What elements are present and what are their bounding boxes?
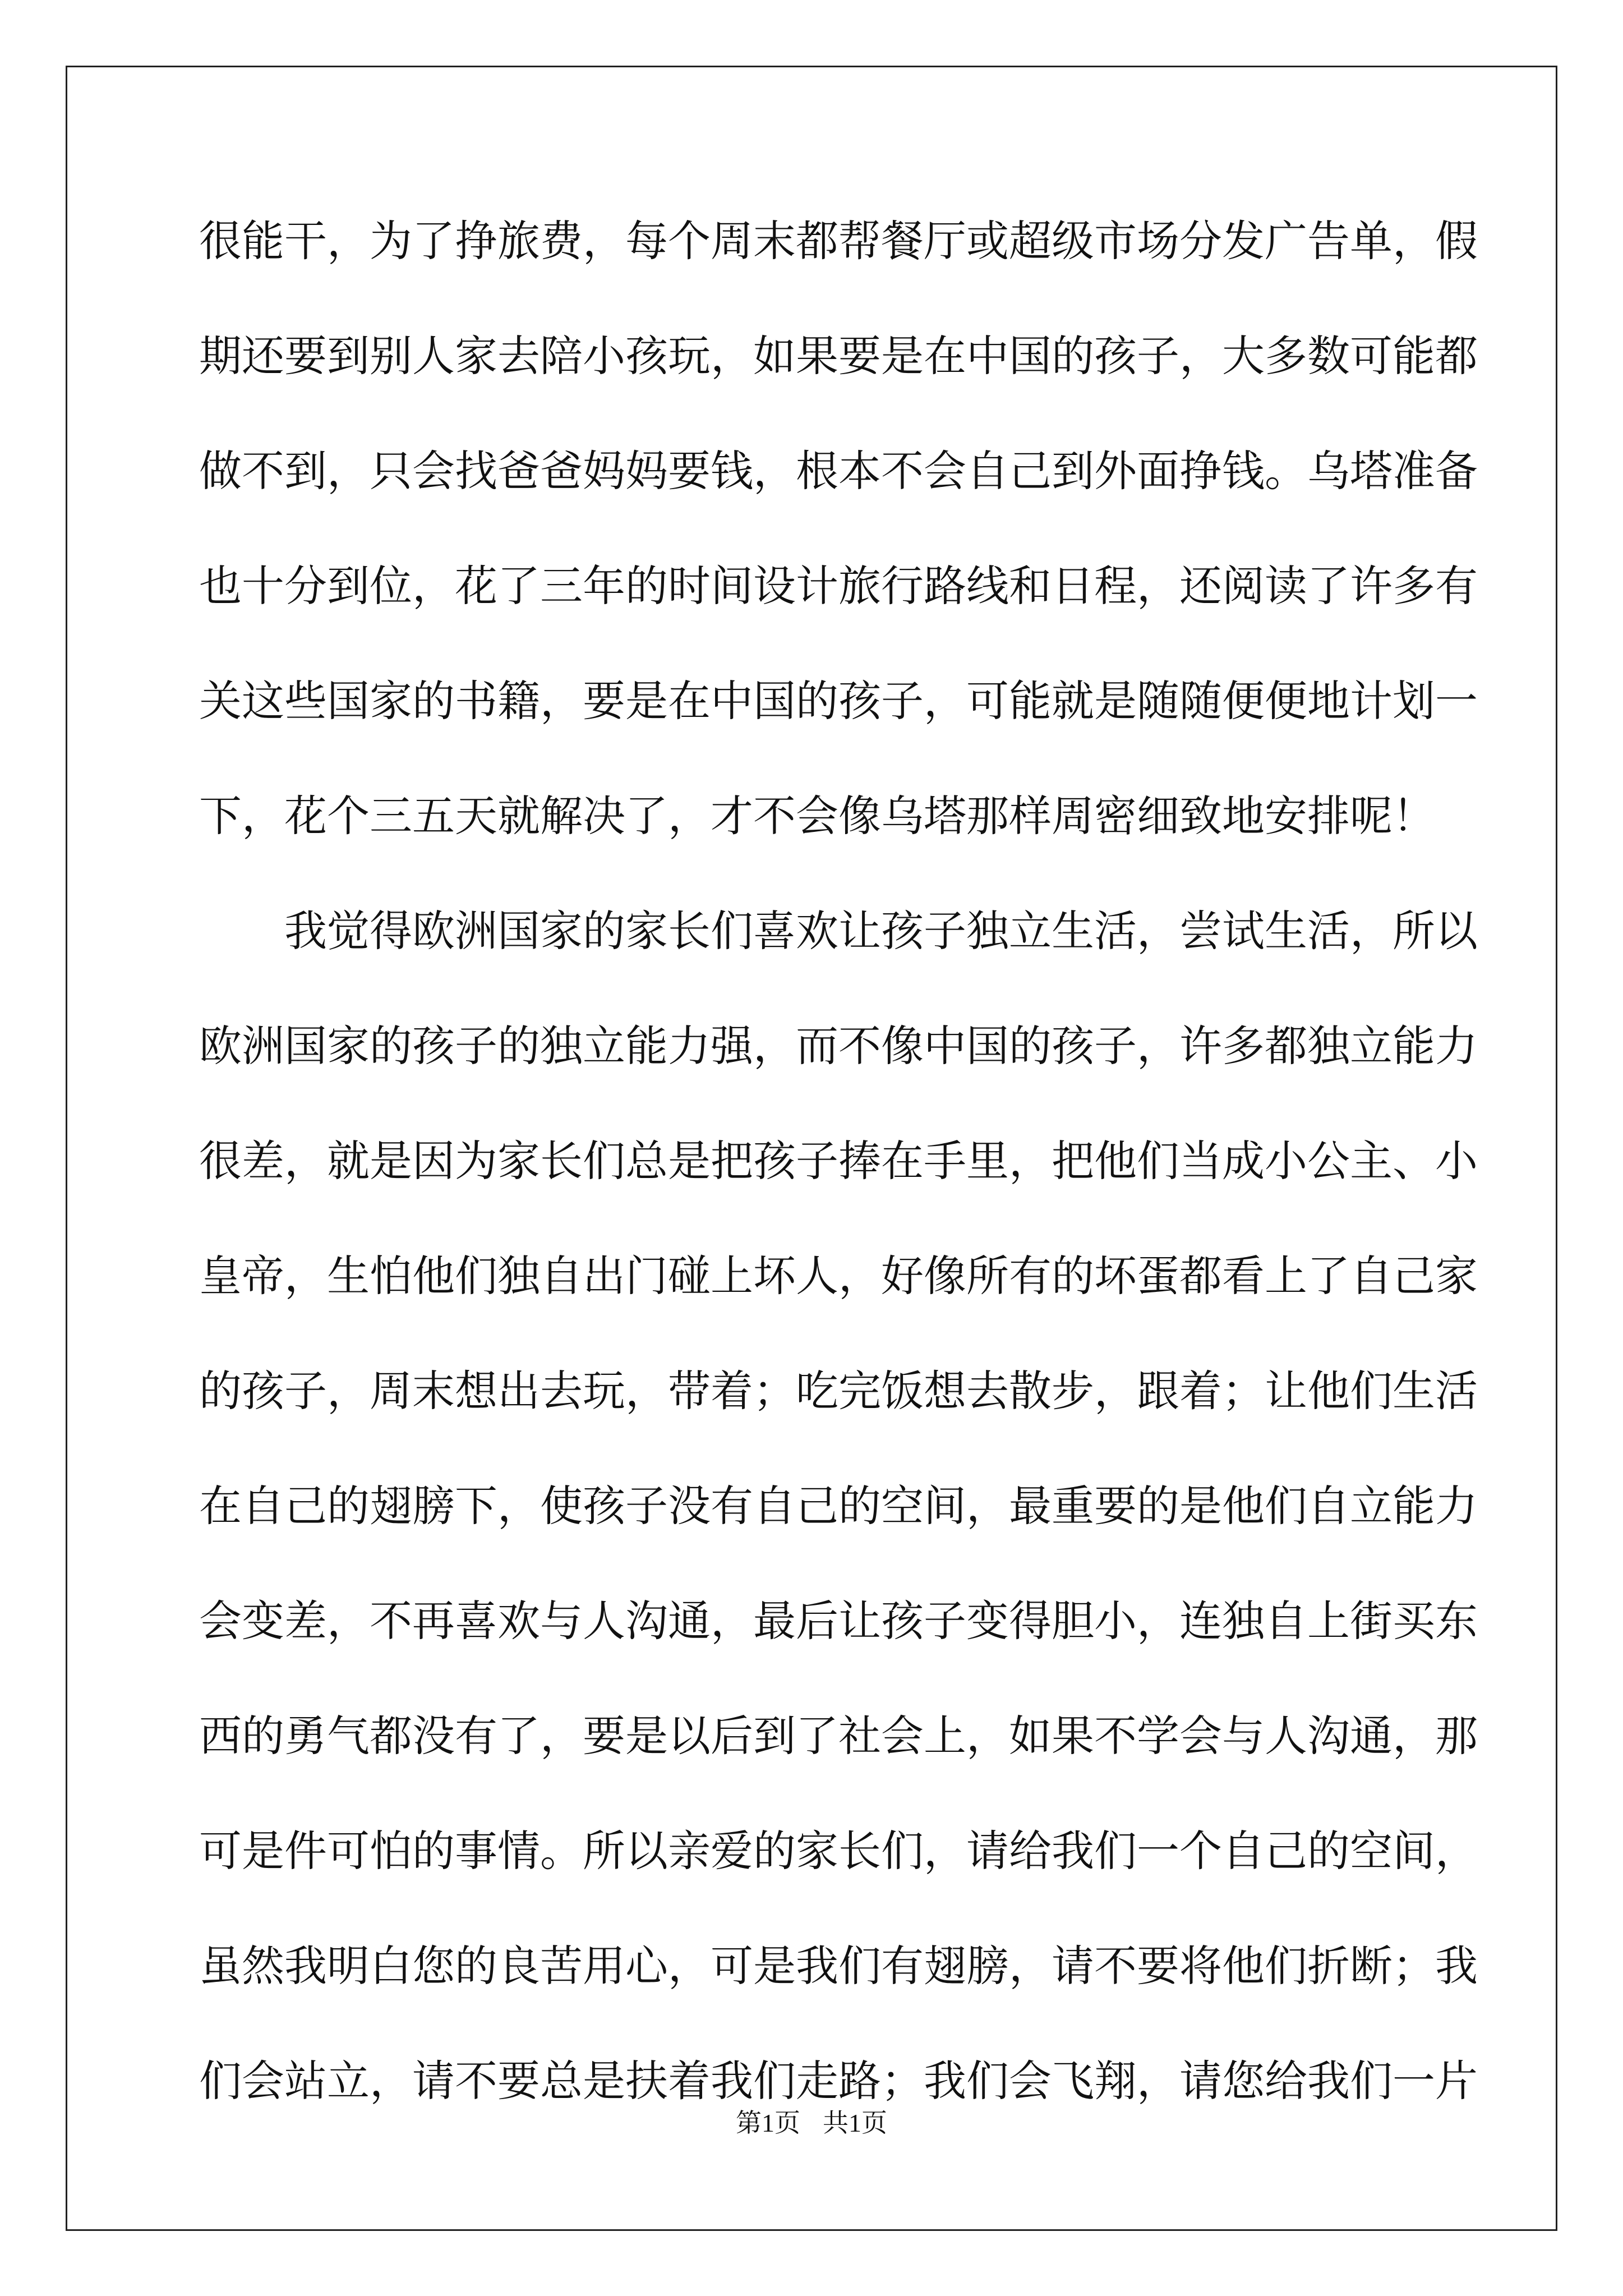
text-line: 很差，就是因为家长们总是把孩子捧在手里，把他们当成小公主、小 bbox=[199, 1136, 1478, 1186]
text-line: 很能干，为了挣旅费，每个周末都帮餐厅或超级市场分发广告单，假 bbox=[199, 216, 1478, 266]
text-line: 会变差，不再喜欢与人沟通，最后让孩子变得胆小，连独自上街买东 bbox=[199, 1596, 1478, 1646]
text-line: 西的勇气都没有了，要是以后到了社会上，如果不学会与人沟通，那 bbox=[199, 1711, 1478, 1761]
page-total: 共1页 bbox=[823, 2109, 887, 2137]
text-line: 下，花个三五天就解决了，才不会像乌塔那样周密细致地安排呢！ bbox=[199, 791, 1435, 841]
page-footer bbox=[0, 2106, 1623, 2140]
text-line: 皇帝，生怕他们独自出门碰上坏人，好像所有的坏蛋都看上了自己家 bbox=[199, 1251, 1478, 1301]
text-line: 虽然我明白您的良苦用心，可是我们有翅膀，请不要将他们折断；我 bbox=[199, 1941, 1478, 1991]
text-line: 的孩子，周末想出去玩，带着；吃完饭想去散步，跟着；让他们生活 bbox=[199, 1366, 1478, 1416]
text-line: 也十分到位，花了三年的时间设计旅行路线和日程，还阅读了许多有 bbox=[199, 561, 1478, 611]
text-line: 我觉得欧洲国家的家长们喜欢让孩子独立生活，尝试生活，所以 bbox=[199, 906, 1478, 956]
text-line: 可是件可怕的事情。所以亲爱的家长们，请给我们一个自己的空间， bbox=[199, 1826, 1478, 1876]
text-line: 关这些国家的书籍，要是在中国的孩子，可能就是随随便便地计划一 bbox=[199, 676, 1478, 726]
page-number: 第1页 bbox=[736, 2109, 800, 2137]
text-line: 欧洲国家的孩子的独立能力强，而不像中国的孩子，许多都独立能力 bbox=[199, 1021, 1478, 1071]
text-line: 在自己的翅膀下，使孩子没有自己的空间，最重要的是他们自立能力 bbox=[199, 1481, 1478, 1531]
text-line: 做不到，只会找爸爸妈妈要钱，根本不会自己到外面挣钱。乌塔准备 bbox=[199, 446, 1478, 496]
text-line: 们会站立，请不要总是扶着我们走路；我们会飞翔，请您给我们一片 bbox=[199, 2056, 1478, 2106]
text-line: 期还要到别人家去陪小孩玩，如果要是在中国的孩子，大多数可能都 bbox=[199, 331, 1478, 381]
